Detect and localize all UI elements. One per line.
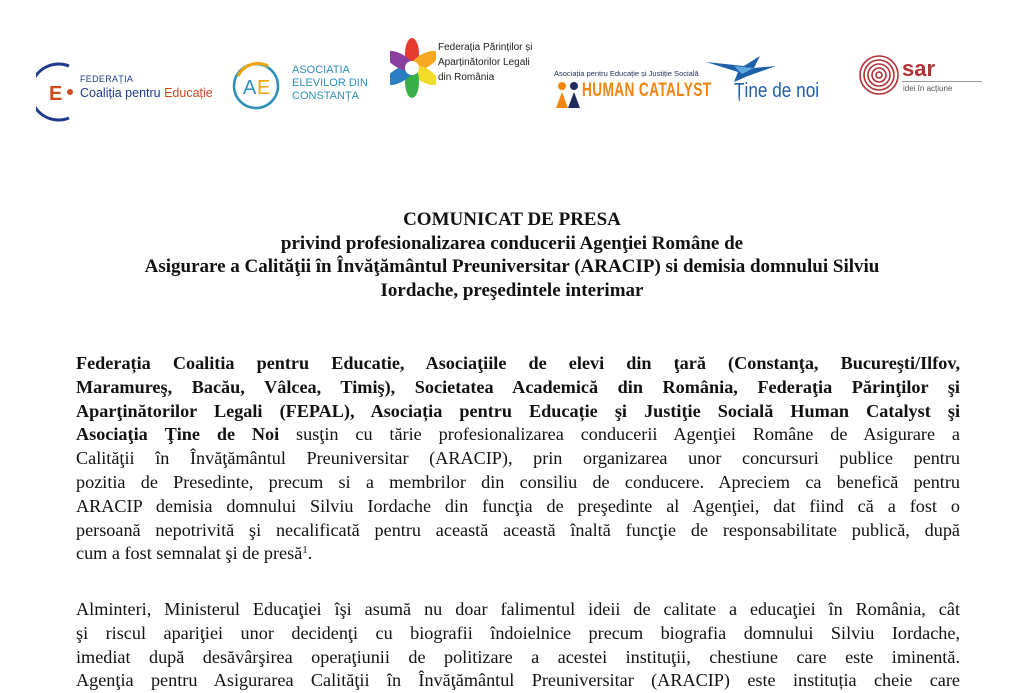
coalitia-e-icon <box>36 58 76 126</box>
sar-name: sar <box>902 56 936 81</box>
heading-line: Iordache, preşedintele interimar <box>380 279 644 301</box>
paragraph-line: persoană nepotrivită şi necalificată pentru această această înaltă funcţie de responsabilitate publică, după <box>76 519 960 540</box>
bold-text: Aparţinătorilor Legali (FEPAL), Asociația pentru Educație şi Justiţie Socială Human Catalyst şi <box>76 400 960 421</box>
heading-line: privind profesionalizarea conducerii Agenţiei Române de <box>280 232 744 254</box>
svg-text:E: E <box>49 83 63 105</box>
human-catalyst-name: HUMAN CATALYST <box>582 80 712 101</box>
fepal-line: Aparținătorilor Legali <box>438 57 530 68</box>
paragraph-line <box>76 423 960 447</box>
fepal-flower-icon <box>390 28 436 108</box>
paragraph-line: Calităţii în Învăţământul Preuniversitar (ARACIP), prin organizarea unor concursuri publice pentru <box>76 448 960 469</box>
svg-text:E: E <box>257 77 271 99</box>
paragraph-line <box>76 400 960 424</box>
partner-logos <box>0 0 1024 160</box>
paragraph-line: imediat după desăvârşirea operaţiunii de politizare a acestei instituţii, chestiune care este iminentă. <box>76 646 960 667</box>
human-catalyst-subtitle: Asociația pentru Educație și Justiție Socială <box>554 69 699 78</box>
paragraph-2 <box>76 598 960 693</box>
tine-de-noi-name: Ține de noi <box>734 80 820 102</box>
fepal-line: Federația Părinților și <box>438 42 533 53</box>
elevi-line: ASOCIATIA <box>292 64 350 76</box>
elevi-line: ELEVILOR DIN <box>292 77 368 89</box>
svg-text:A: A <box>243 77 257 99</box>
paragraph-line <box>76 376 960 400</box>
paragraph-line: Agenţia pentru Asigurarea Calităţii în Învăţământul Preuniversitar (ARACIP) este instituția cheie care <box>76 670 960 691</box>
body-text: cum a fost semnalat şi de presă <box>76 543 303 564</box>
fepal-text <box>438 40 532 85</box>
paragraph-line: şi riscul apariţiei unor decidenţi cu biografii îndoielnice precum biografia domnului Silviu Iordache, <box>76 622 960 643</box>
coalitia-logo <box>36 58 213 128</box>
coalitia-name <box>80 86 213 100</box>
asociatia-elevilor-text <box>292 64 368 103</box>
heading-line: Asigurare a Calităţii în Învăţământul Preuniversitar (ARACIP) si demisia domnului Silviu <box>144 256 880 277</box>
paragraph-line: pozitia de Presedinte, precum si a membrilor din consiliu de conducere. Apreciem ca benefică pentru <box>76 471 960 492</box>
coalitia-name-part1: Coaliția pentru <box>80 86 165 100</box>
bold-text: Maramureş, Bacău, Vâlcea, Timiş), Societatea Academică din România, Federaţia Părinţilor şi <box>76 376 960 397</box>
elevi-line: CONSTANȚA <box>292 90 360 102</box>
bold-text: Asociaţia Ţine de Noi <box>76 424 280 445</box>
coalitia-federatia-label: FEDERAȚIA <box>80 74 134 84</box>
ae-circle-icon <box>228 58 288 114</box>
asociatia-elevilor-logo <box>228 58 378 118</box>
footnote-ref[interactable]: 1 <box>302 544 308 557</box>
human-catalyst-people-icon <box>554 80 582 110</box>
fepal-logo <box>390 28 533 108</box>
bold-text: Federația Coalitia pentru Educatie, Asociaţiile de elevi din ţară (Constanţa, Bucureşti/Ilfov, <box>76 353 960 373</box>
sar-divider <box>902 81 982 82</box>
tine-de-noi-logo <box>700 54 840 106</box>
paragraph-1 <box>76 352 960 566</box>
sar-fingerprint-icon <box>858 54 900 96</box>
fepal-line: din România <box>438 72 495 83</box>
paragraph-line: Alminteri, Ministerul Educaţiei îşi asumă nu doar falimentul ideii de calitate a educaţiei în România, cât <box>76 599 960 619</box>
coalitia-name-part2: Educație <box>164 86 213 100</box>
body-text: susţin cu tărie profesionalizarea conducerii Agenţiei Române de Asigurare a <box>279 424 960 445</box>
sar-tagline: idei în acțiune <box>903 84 953 93</box>
press-release-heading <box>60 208 964 302</box>
human-catalyst-logo <box>552 66 712 110</box>
paragraph-line: cum a fost semnalat şi de presă$^1$. <box>76 543 313 564</box>
paragraph-line: ARACIP demisia domnului Silviu Iordache din funcţia de preşedinte al Agenţiei, dat fiind că a fost o <box>76 495 960 516</box>
heading-title: COMUNICAT DE PRESA <box>403 209 621 230</box>
paragraph-line <box>76 352 960 376</box>
sar-logo <box>858 54 988 100</box>
